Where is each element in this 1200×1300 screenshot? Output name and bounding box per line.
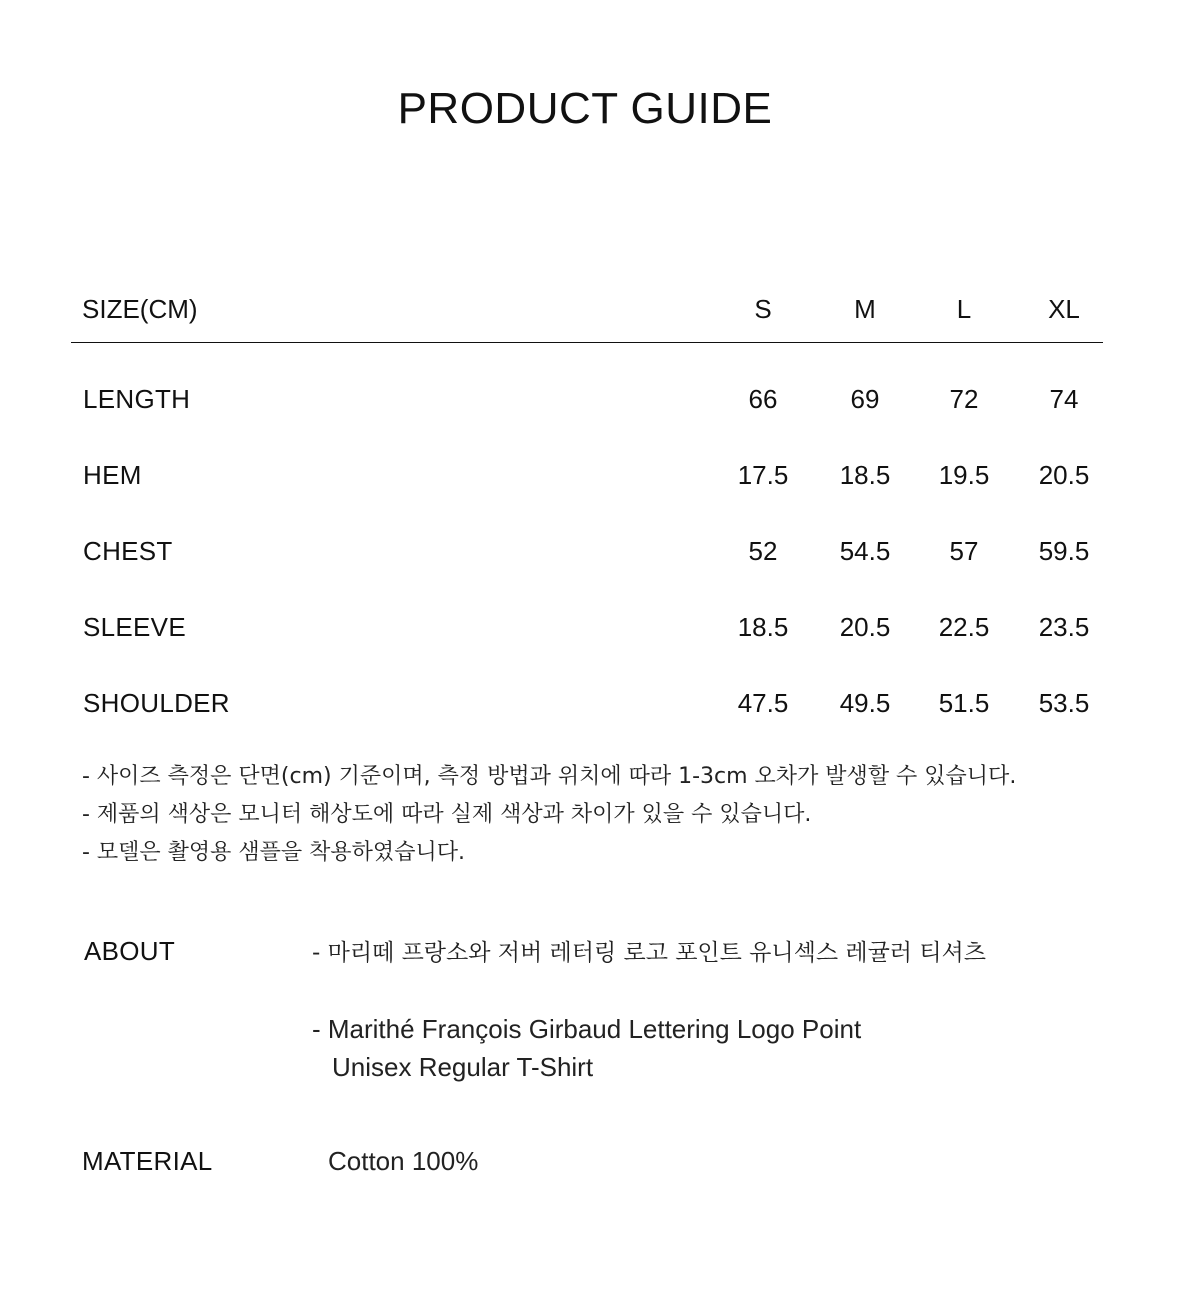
cell-l: 19.5 — [938, 460, 990, 490]
size-table — [71, 286, 1103, 718]
note-item: - 모델은 촬영용 샘플을 착용하였습니다. — [82, 840, 465, 865]
cell-l: 72 — [949, 384, 979, 414]
size-row-chest — [71, 516, 1103, 592]
cell-xl: 59.5 — [1038, 536, 1090, 566]
cell-xl: 23.5 — [1038, 612, 1090, 642]
size-row-sleeve — [71, 592, 1103, 668]
cell-l: 57 — [949, 536, 979, 566]
cell-m: 49.5 — [839, 688, 891, 718]
cell-xl: 20.5 — [1038, 460, 1090, 490]
row-label: SLEEVE — [83, 612, 186, 642]
about-description-korean: - 마리떼 프랑소와 저버 레터링 로고 포인트 유니섹스 레귤러 티셔츠 — [312, 940, 986, 966]
cell-s: 52 — [748, 536, 778, 566]
size-table-body — [71, 364, 1103, 744]
cell-l: 51.5 — [938, 688, 990, 718]
size-row-shoulder — [71, 668, 1103, 744]
size-row-length — [71, 364, 1103, 440]
cell-s: 66 — [748, 384, 778, 414]
cell-xl: 53.5 — [1038, 688, 1090, 718]
row-label: CHEST — [83, 536, 173, 566]
size-column-s: S — [754, 294, 772, 324]
cell-m: 69 — [850, 384, 880, 414]
cell-l: 22.5 — [938, 612, 990, 642]
size-column-m: M — [854, 294, 876, 324]
about-english-line-1: - Marithé François Girbaud Lettering Logo Point — [312, 1014, 862, 1044]
cell-s: 18.5 — [737, 612, 789, 642]
size-column-xl: XL — [1048, 294, 1080, 324]
row-label: LENGTH — [83, 384, 191, 414]
cell-s: 47.5 — [737, 688, 789, 718]
size-table-header — [71, 286, 1103, 343]
size-header-label: SIZE(CM) — [82, 294, 198, 324]
about-description-english — [312, 1010, 861, 1086]
size-column-l: L — [956, 294, 972, 324]
about-english-line-2: Unisex Regular T-Shirt — [332, 1052, 594, 1082]
material-value: Cotton 100% — [328, 1146, 479, 1176]
about-label: ABOUT — [84, 936, 176, 966]
row-label: HEM — [83, 460, 142, 490]
material-label: MATERIAL — [82, 1146, 213, 1176]
cell-s: 17.5 — [737, 460, 789, 490]
page-title: PRODUCT GUIDE — [397, 84, 773, 133]
cell-m: 18.5 — [839, 460, 891, 490]
size-notes — [82, 758, 1016, 872]
cell-m: 20.5 — [839, 612, 891, 642]
note-item: - 사이즈 측정은 단면(cm) 기준이며, 측정 방법과 위치에 따라 1-3cm 오차가 발생할 수 있습니다. — [82, 764, 1017, 789]
row-label: SHOULDER — [83, 688, 230, 718]
cell-m: 54.5 — [839, 536, 891, 566]
cell-xl: 74 — [1049, 384, 1079, 414]
size-row-hem — [71, 440, 1103, 516]
note-item: - 제품의 색상은 모니터 해상도에 따라 실제 색상과 차이가 있을 수 있습니다. — [82, 802, 812, 827]
